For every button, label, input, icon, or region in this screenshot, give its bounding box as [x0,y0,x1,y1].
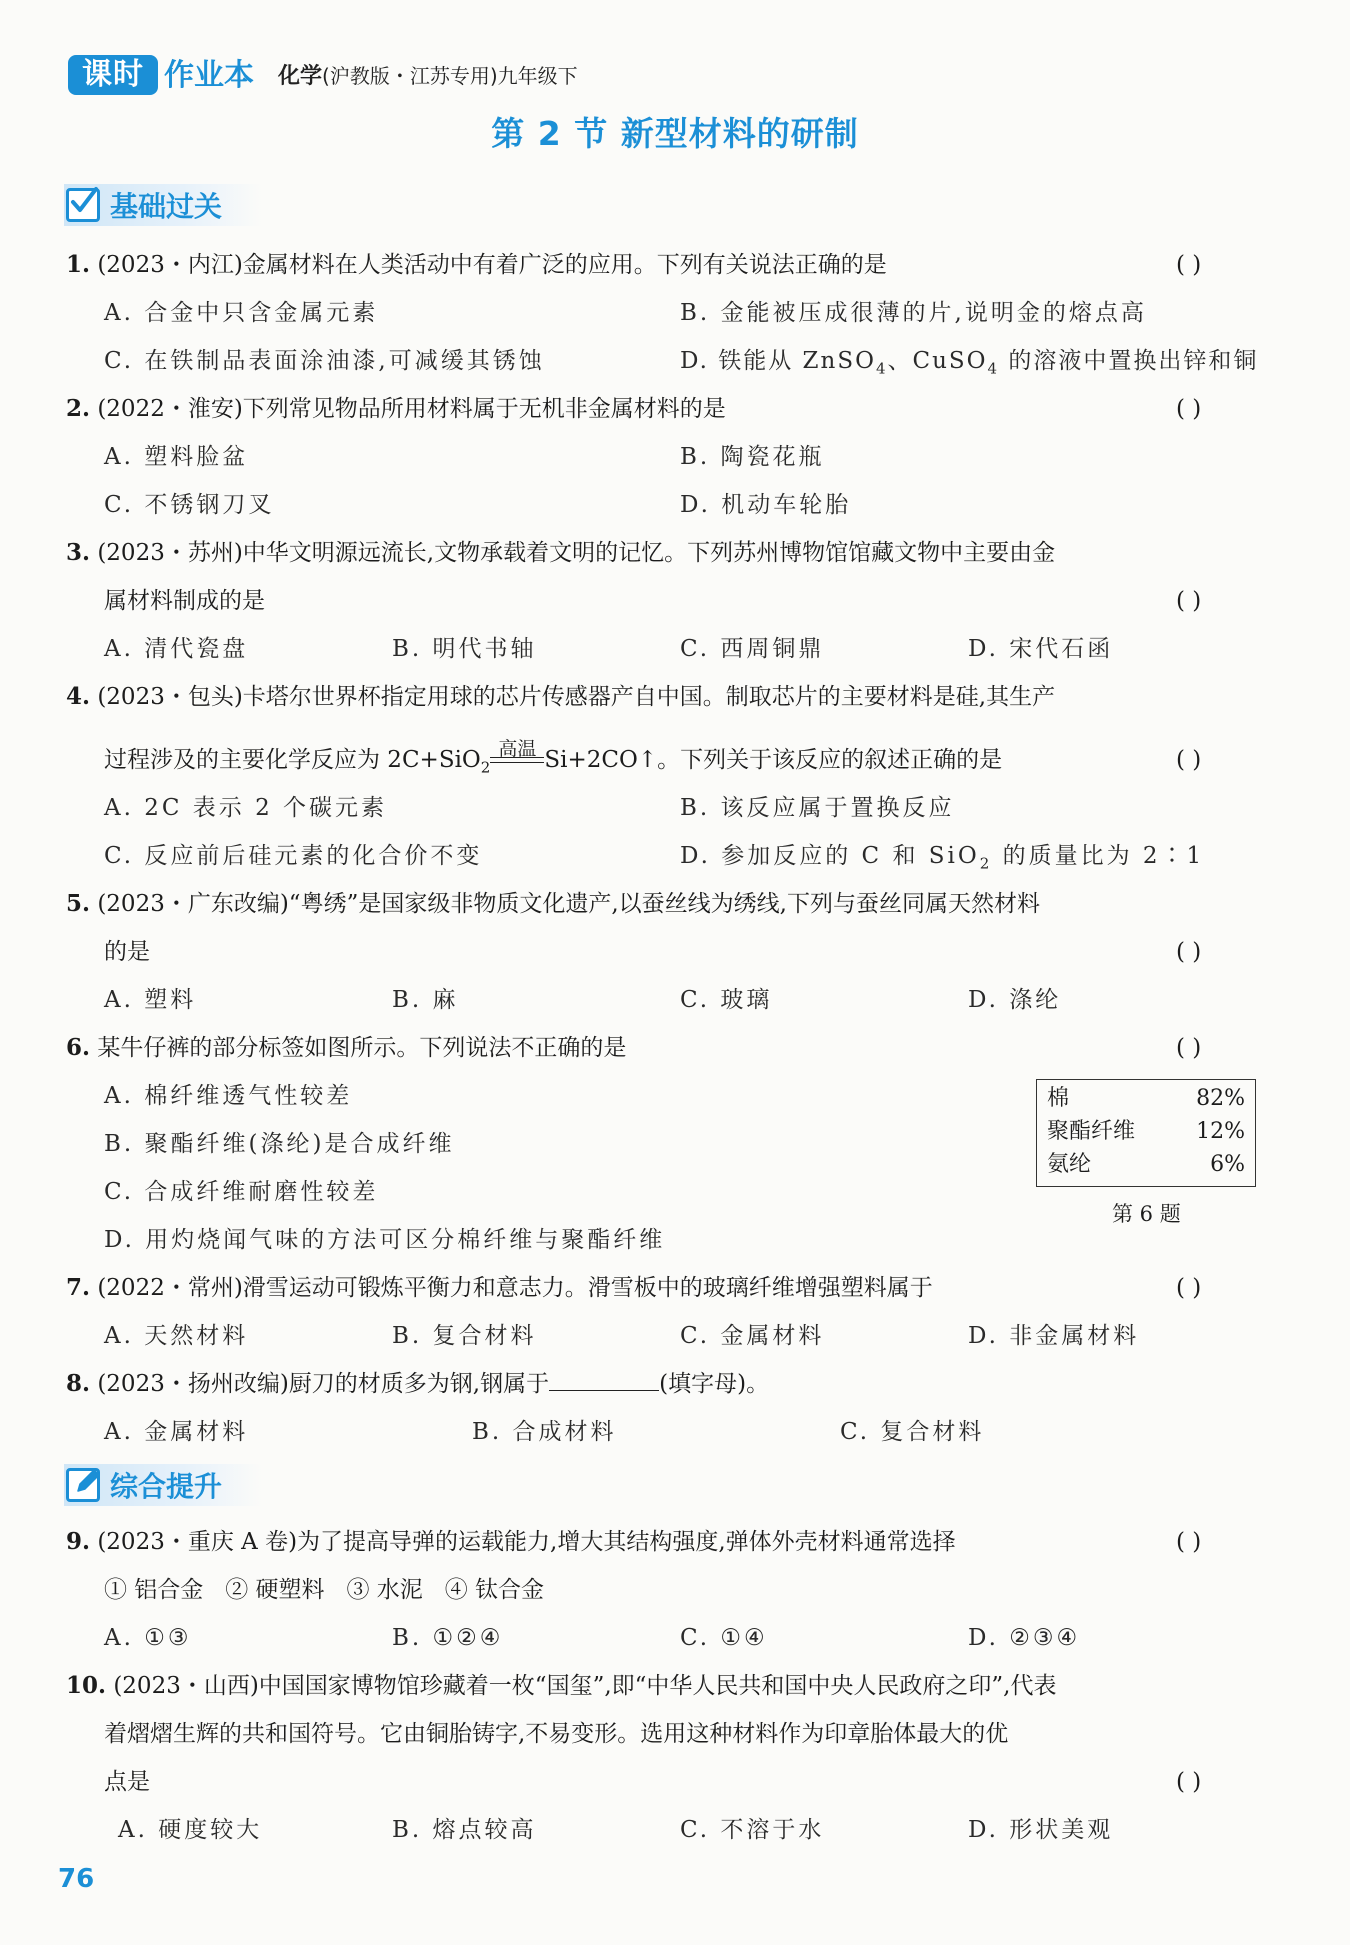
label-row [1047,1148,1245,1181]
section-basic-header [64,184,262,226]
option-a: A. 金属材料 [104,1419,249,1445]
option-a: A. 2C 表示 2 个碳元素 [104,795,388,821]
question-number: 4. [66,683,91,710]
subscript: 2 [480,758,491,777]
option-a: A. 清代瓷盘 [104,636,249,662]
pencil-note-icon [66,1468,100,1502]
logo-text: 作业本 [164,58,254,93]
question-6 [66,1024,626,1072]
question-text: (2023・重庆 A 卷)为了提高导弹的运载能力,增大其结构强度,弹体外壳材料通常选择 [97,1529,956,1555]
question-number: 3. [66,539,91,566]
option-b: B. 复合材料 [392,1323,537,1349]
option-a: A. 塑料脸盆 [104,444,249,470]
fiber-name: 聚酯纤维 [1047,1119,1136,1144]
question-3 [66,529,1055,577]
option-d-text: 、CuSO [887,348,988,374]
condition-label: 高温 [498,738,537,760]
section-label: 综合提升 [110,1470,223,1503]
answer-paren: ( ) [1176,1275,1202,1301]
page-number: 76 [58,1864,95,1894]
option-b: B. 麻 [392,987,459,1013]
question-5 [66,880,1040,928]
page-title: 第 2 节 新型材料的研制 [491,114,859,153]
option-b: B. 合成材料 [472,1419,617,1445]
clothing-label-figure [1036,1079,1256,1187]
option-a: A. ①③ [104,1625,192,1651]
option-c: C. 金属材料 [680,1323,825,1349]
question-number: 6. [66,1034,91,1061]
fiber-percent: 82% [1196,1086,1245,1111]
option-b: B. 该反应属于置换反应 [680,795,955,821]
option-b: B. 金能被压成很薄的片,说明金的熔点高 [680,300,1147,326]
answer-paren: ( ) [1176,1769,1202,1795]
choice-items: ① 铝合金 ② 硬塑料 ③ 水泥 ④ 钛合金 [104,1577,545,1603]
option-c: C. ①④ [680,1625,768,1651]
option-d: D. ②③④ [968,1625,1081,1651]
subscript: 4 [875,359,888,378]
answer-paren: ( ) [1176,939,1202,965]
question-text-cont: 点是 [104,1769,150,1795]
answer-paren: ( ) [1176,588,1202,614]
edition: (沪教版・江苏专用)九年级下 [322,64,578,88]
answer-paren: ( ) [1176,1529,1202,1555]
answer-blank[interactable] [549,1368,659,1391]
subscript: 2 [979,854,993,873]
option-b: B. 陶瓷花瓶 [680,444,825,470]
option-c: C. 在铁制品表面涂油漆,可减缓其锈蚀 [104,348,545,374]
option-c: C. 复合材料 [840,1419,985,1445]
question-number: 5. [66,890,91,917]
equation-right: Si+2CO↑。下列关于该反应的叙述正确的是 [544,747,1003,773]
answer-paren: ( ) [1176,252,1202,278]
option-d [680,337,1258,393]
label-row [1047,1115,1245,1148]
question-9 [66,1518,956,1566]
book-info [278,61,578,92]
question-10 [66,1662,1056,1710]
question-1 [66,241,887,289]
subscript: 4 [987,359,1000,378]
question-4 [66,673,1055,721]
option-d-text: D. 铁能从 ZnSO [680,348,876,374]
option-a: A. 天然材料 [104,1323,249,1349]
option-b: B. 聚酯纤维(涤纶)是合成纤维 [104,1131,455,1157]
question-number: 10. [66,1672,107,1699]
question-text: (2023・扬州改编)厨刀的材质多为钢,钢属于 [97,1371,550,1397]
question-number: 7. [66,1274,91,1301]
answer-paren: ( ) [1176,747,1202,773]
question-text: 某牛仔裤的部分标签如图所示。下列说法不正确的是 [97,1035,627,1061]
question-text-cont: 属材料制成的是 [104,588,265,614]
answer-paren: ( ) [1176,1035,1202,1061]
option-b: B. 熔点较高 [392,1817,537,1843]
question-8 [66,1360,769,1408]
option-c: C. 西周铜鼎 [680,636,825,662]
option-d: D. 宋代石函 [968,636,1114,662]
checkbox-icon [66,188,100,222]
option-b: B. ①②④ [392,1625,504,1651]
question-text-cont: 的是 [104,939,150,965]
option-d: D. 用灼烧闻气味的方法可区分棉纤维与聚酯纤维 [104,1227,666,1253]
question-text: (填字母)。 [659,1371,770,1397]
fiber-percent: 6% [1210,1152,1245,1177]
option-b: B. 明代书轴 [392,636,537,662]
label-row [1047,1082,1245,1115]
fiber-percent: 12% [1196,1119,1245,1144]
subject: 化学 [278,64,323,89]
question-text: (2022・淮安)下列常见物品所用材料属于无机非金属材料的是 [97,396,726,422]
option-c: C. 玻璃 [680,987,773,1013]
option-a: A. 塑料 [104,987,197,1013]
option-c: C. 不溶于水 [680,1817,825,1843]
option-d: D. 涤纶 [968,987,1062,1013]
question-number: 9. [66,1528,91,1555]
question-text-cont: 着熠熠生辉的共和国符号。它由铜胎铸字,不易变形。选用这种材料作为印章胎体最大的优 [104,1721,1009,1747]
section-advanced-header [64,1464,262,1506]
question-text: (2022・常州)滑雪运动可锻炼平衡力和意志力。滑雪板中的玻璃纤维增强塑料属于 [97,1275,933,1301]
fiber-name: 棉 [1047,1086,1070,1111]
figure-caption: 第 6 题 [1112,1202,1181,1226]
equation-left: 过程涉及的主要化学反应为 2C+SiO [104,747,481,773]
logo-badge: 课时 [68,55,158,95]
answer-paren: ( ) [1176,396,1202,422]
question-2 [66,385,726,433]
fiber-name: 氨纶 [1047,1152,1092,1177]
question-number: 8. [66,1370,91,1397]
question-number: 1. [66,251,91,278]
question-text: (2023・包头)卡塔尔世界杯指定用球的芯片传感器产自中国。制取芯片的主要材料是硅,其生产 [97,684,1056,710]
option-d: D. 形状美观 [968,1817,1114,1843]
option-d: D. 机动车轮胎 [680,492,852,518]
option-d: D. 非金属材料 [968,1323,1140,1349]
reaction-condition [490,738,544,771]
question-number: 2. [66,395,91,422]
option-c: C. 反应前后硅元素的化合价不变 [104,843,483,869]
question-text: (2023・山西)中国国家博物馆珍藏着一枚“国玺”,即“中华人民共和国中央人民政府之印”,代表 [113,1673,1057,1699]
section-label: 基础过关 [110,190,223,223]
option-a: A. 棉纤维透气性较差 [104,1083,353,1109]
option-c: C. 合成纤维耐磨性较差 [104,1179,379,1205]
question-text: (2023・内江)金属材料在人类活动中有着广泛的应用。下列有关说法正确的是 [97,252,887,278]
option-d-text: 的溶液中置换出锌和铜 [999,348,1259,374]
option-d-text: 的质量比为 2∶1 [992,843,1205,869]
option-d-text: D. 参加反应的 C 和 SiO [680,843,980,869]
question-text: (2023・苏州)中华文明源远流长,文物承载着文明的记忆。下列苏州博物馆馆藏文物中主要由金 [97,540,1056,566]
question-text: (2023・广东改编)“粤绣”是国家级非物质文化遗产,以蚕丝线为绣线,下列与蚕丝同属天然材料 [97,891,1040,917]
option-a: A. 硬度较大 [118,1817,263,1843]
option-a: A. 合金中只含金属元素 [104,300,379,326]
question-7 [66,1264,933,1312]
option-c: C. 不锈钢刀叉 [104,492,275,518]
